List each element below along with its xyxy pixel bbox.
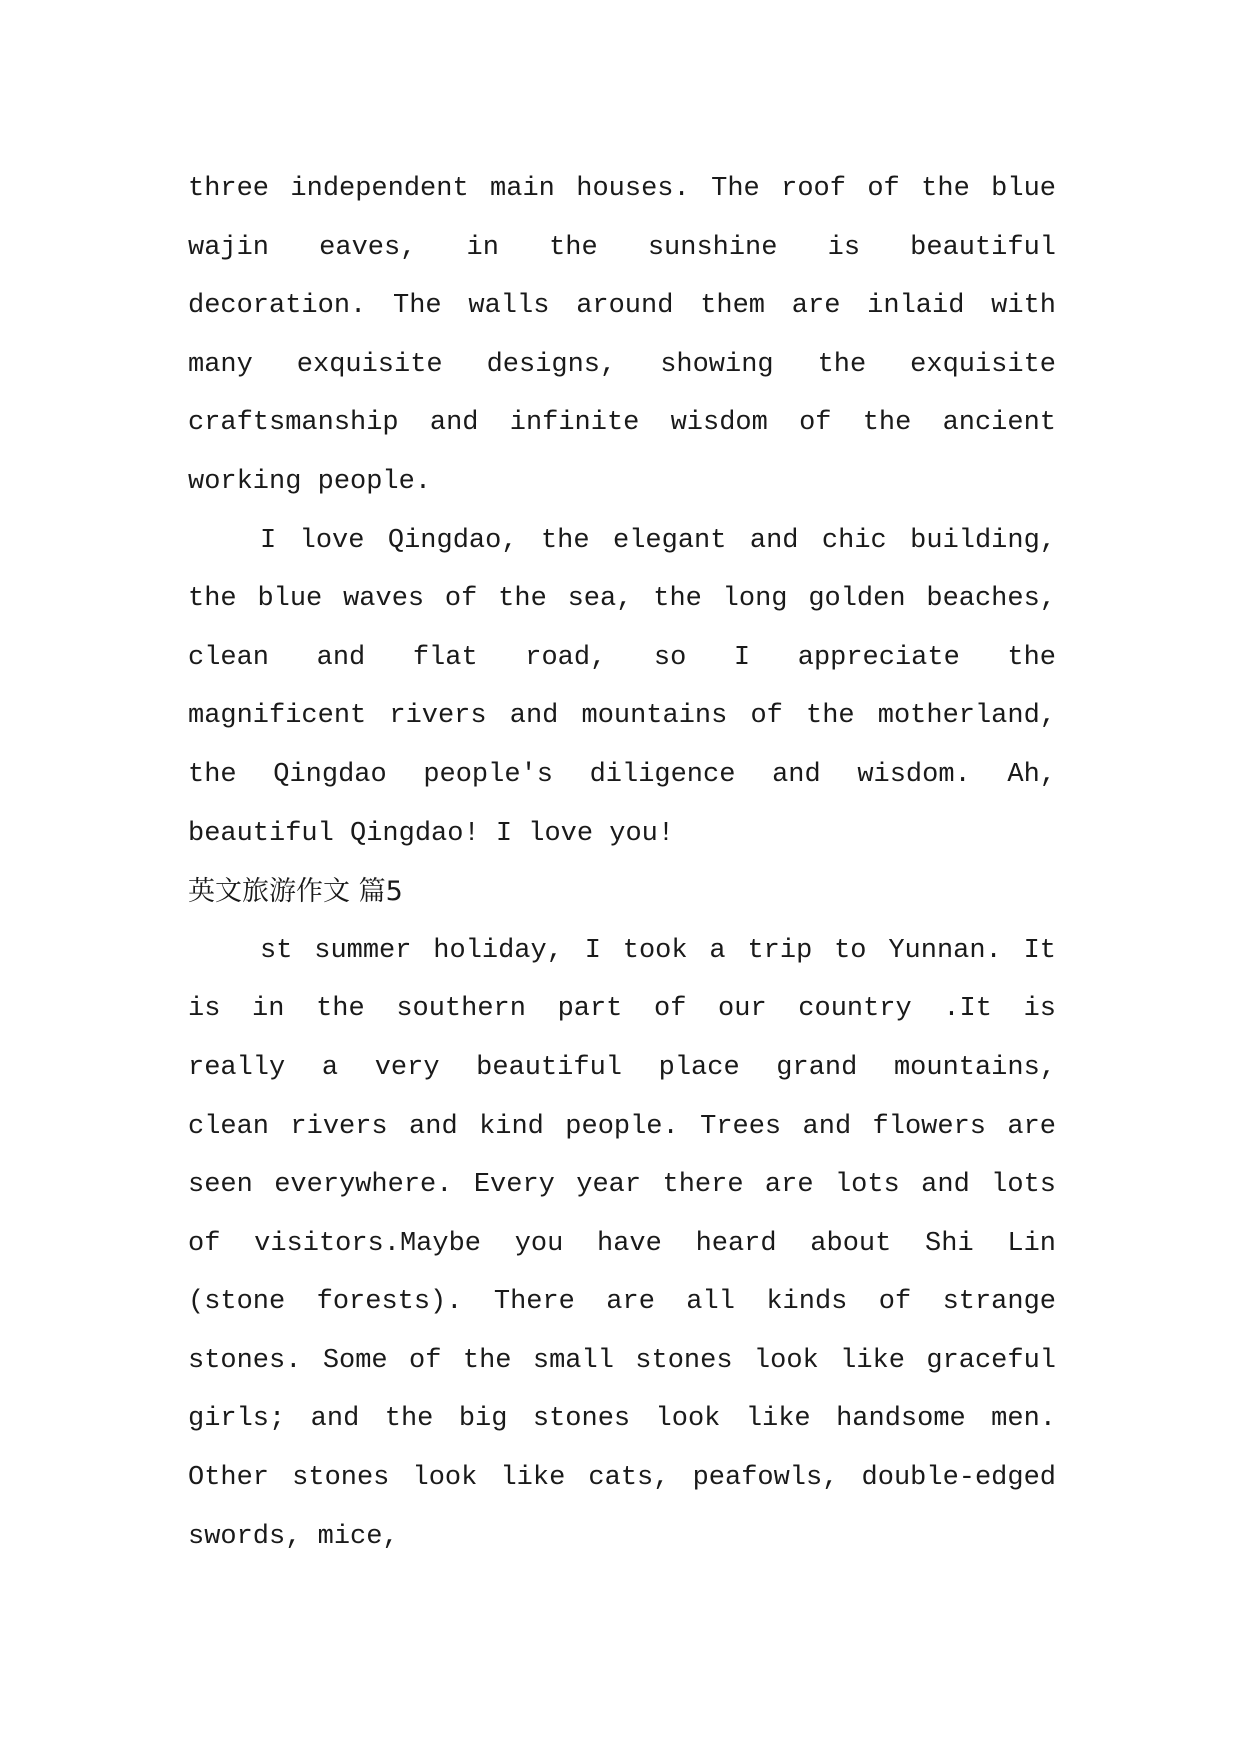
text-line: (stone forests). There are all kinds of strange <box>188 1287 1056 1318</box>
text-line: really a very beautiful place grand mountains, <box>188 1052 1056 1083</box>
heading-text: 英文旅游作文 篇5 <box>188 876 403 908</box>
text-line: Other stones look like cats, peafowls, double-edged <box>188 1463 1056 1494</box>
text-line: of visitors.Maybe you have heard about Shi Lin <box>188 1228 1056 1259</box>
text-line: the blue waves of the sea, the long golden beaches, <box>188 584 1056 615</box>
paragraph <box>188 160 1056 512</box>
paragraph <box>188 512 1056 864</box>
document-page <box>188 160 1056 1566</box>
text-line: stones. Some of the small stones look like graceful <box>188 1345 1056 1376</box>
text-line: st summer holiday, I took a trip to Yunnan. It <box>260 935 1056 966</box>
section-heading <box>188 863 1056 922</box>
text-line: working people. <box>188 466 432 497</box>
text-line: beautiful Qingdao! I love you! <box>188 818 675 849</box>
paragraph <box>188 922 1056 1567</box>
text-line: is in the southern part of our country .It is <box>188 994 1056 1025</box>
text-line: the Qingdao people's diligence and wisdom. Ah, <box>188 759 1056 790</box>
text-line: girls; and the big stones look like handsome men. <box>188 1404 1056 1435</box>
text-line: clean rivers and kind people. Trees and flowers are <box>188 1111 1056 1142</box>
text-line: I love Qingdao, the elegant and chic building, <box>260 525 1056 556</box>
text-line: clean and flat road, so I appreciate the <box>188 642 1056 673</box>
text-line: magnificent rivers and mountains of the motherland, <box>188 701 1056 732</box>
text-line: wajin eaves, in the sunshine is beautiful <box>188 232 1056 263</box>
text-line: three independent main houses. The roof of the blue <box>188 174 1056 204</box>
text-line: seen everywhere. Every year there are lots and lots <box>188 1170 1056 1201</box>
text-line: many exquisite designs, showing the exquisite <box>188 349 1056 380</box>
text-line: craftsmanship and infinite wisdom of the ancient <box>188 408 1056 439</box>
text-line: swords, mice, <box>188 1521 399 1552</box>
text-line: decoration. The walls around them are inlaid with <box>188 291 1056 322</box>
